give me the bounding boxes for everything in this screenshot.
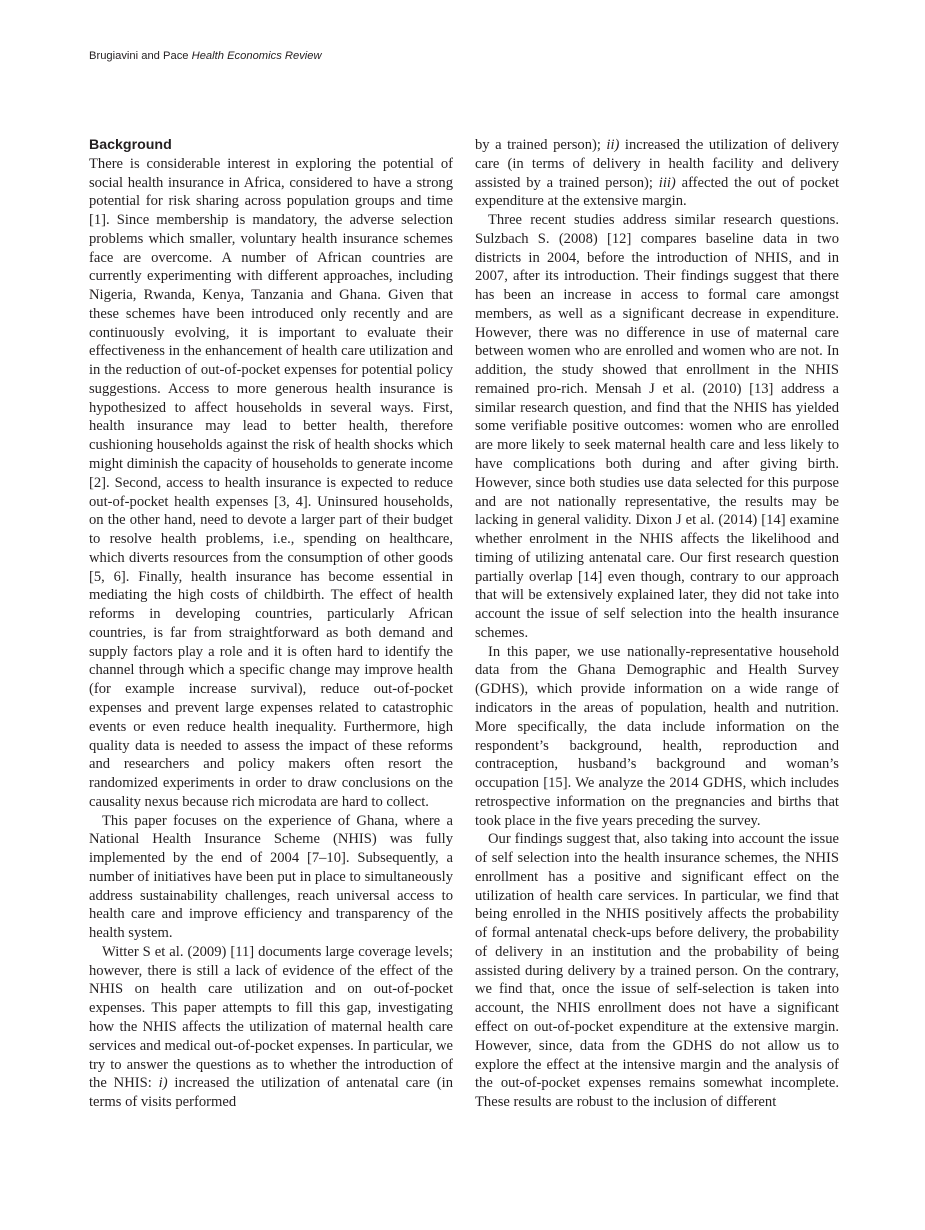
- header-journal: Health Economics Review: [191, 50, 322, 62]
- paragraph-text: Witter S et al. (2009) [11] documents large coverage levels; however, there is still a lack of evidence of the effect of the NHIS on health care utilization and on out-of-pocket expenses. This paper attempts to fill this gap, investigating how the NHIS affects the utilization of maternal health care services and medical out-of-pocket expenses. In particular, we try to answer the questions as to whether the introduction of the NHIS:: [89, 943, 453, 1092]
- paragraph-text: by a trained person);: [475, 137, 607, 153]
- paragraph-findings: Our findings suggest that, also taking into account the issue of self selection into the health insurance schemes, the NHIS enrollment has a positive and significant effect on the utilization of health care services. In particular, we find that being enrolled in the NHIS positively affects the probability of formal antenatal check-ups before delivery, the probability of delivery in an institution and the probability of being assisted during delivery by a trained person. On the contrary, we find that, once the issue of self-selection is taken into account, the NHIS enrollment does not have a significant effect on out-of-pocket expenditure at the extensive margin. However, since, data from the GDHS do not allow us to explore the effect at the intensive margin and the analysis of the out-of-pocket expenses remains somewhat incomplete. These results are robust to the inclusion of different: [475, 831, 839, 1111]
- paragraph-background-2: This paper focuses on the experience of Ghana, where a National Health Insurance Scheme (NHIS) was fully implemented by the end of 2004 [7–10]. Subsequently, a number of initiatives have been put in place to simultaneously address sustainability challenges, reach universal access to health care and improve efficiency and transparency of the health system.: [89, 812, 453, 942]
- list-label: i): [158, 1075, 168, 1092]
- header-authors: Brugiavini and Pace: [89, 50, 189, 62]
- paragraph-text: increased the utilization of antenatal care (in terms of visits performed: [89, 1075, 453, 1111]
- paragraph-background-1: There is considerable interest in exploring the potential of social health insurance in Africa, considered to have a strong potential for risk sharing across population groups and time [1]. Since membership is mandatory, the adverse selection problems which smaller, voluntary health insurance schemes face are overcome. A number of African countries are currently experimenting with different approaches, including Nigeria, Rwanda, Kenya, Tanzania and Ghana. Given that these schemes have been introduced only recently and are continuously evolving, it is important to evaluate their effectiveness in the enhancement of health care utilization and in the reduction of out-of-pocket expenses for potential policy suggestions. Access to more generous health insurance is hypothesized to affect households in several ways. First, health insurance may lead to better health, therefore cushioning households against the risk of health shocks which might diminish the capacity of households to generate income [2]. Second, access to health insurance is expected to reduce out-of-pocket health expenses [3, 4]. Uninsured households, on the other hand, need to devote a larger part of their budget to resolve health problems, i.e., spending on healthcare, which diverts resources from the consumption of other goods [5, 6]. Finally, health insurance has become essential in mediating the high costs of childbirth. The effect of health reforms in developing countries, particularly African countries, is far from straightforward as both demand and supply factors play a role and it is often hard to identify the channel through which a specific change may improve health (for example increase survival), reduce out-of-pocket expenses and prevent large expenses related to catastrophic events or even reduce health inequality. Furthermore, high quality data is needed to assess the impact of these reforms and researchers and policy makers often resort the randomized experiments in order to draw conclusions on the causality nexus because rich microdata are hard to collect.: [89, 155, 453, 810]
- list-label: iii): [658, 174, 676, 191]
- right-column: [475, 136, 839, 1112]
- list-label: ii): [606, 137, 620, 153]
- paragraph-text: increased the utilization of delivery care (in terms of delivery in health facility and delivery assisted by a trained person);: [475, 137, 839, 191]
- left-column: [89, 136, 453, 1112]
- running-header: [89, 50, 322, 62]
- paragraph-continued: [475, 136, 839, 211]
- paragraph-text: affected the out of pocket expenditure at the extensive margin.: [475, 174, 839, 210]
- paragraph-related-studies: Three recent studies address similar research questions. Sulzbach S. (2008) [12] compares baseline data in two districts in 2004, before the introduction of NHIS, and in 2007, after its introduction. Their findings suggest that there has been an increase in access to formal care amongst members, as well as a significant decrease in expenditure. However, there was no difference in use of maternal care between women who are enrolled and women who are not. In addition, the study showed that enrollment in the NHIS remained pro-rich. Mensah J et al. (2010) [13] address a similar research question, and find that the NHIS has yielded some verifiable positive outcomes: women who are enrolled are more likely to seek maternal health care and less likely to have complications both during and after giving birth. However, since both studies use data selected for this purpose and are not nationally representative, the results may be lacking in general validity. Dixon J et al. (2014) [14] examine whether enrolment in the NHIS affects the likelihood and timing of utilizing antenatal care. Our first research question partially overlap [14] even though, contrary to our approach that will be extensively explained later, they did not take into account the issue of self selection into the health insurance schemes.: [475, 212, 839, 641]
- section-heading-background: Background: [89, 137, 172, 153]
- paragraph-background-3: [89, 943, 453, 1112]
- paragraph-data-description: In this paper, we use nationally-representative household data from the Ghana Demographic and Health Survey (GDHS), which provide information on a wide range of indicators in the areas of population, health and nutrition. More specifically, the data include information on the respondent’s background, health, reproduction and contraception, husband’s background and woman’s occupation [15]. We analyze the 2014 GDHS, which includes retrospective information on the pregnancies and births that took place in the five years preceding the survey.: [475, 643, 839, 829]
